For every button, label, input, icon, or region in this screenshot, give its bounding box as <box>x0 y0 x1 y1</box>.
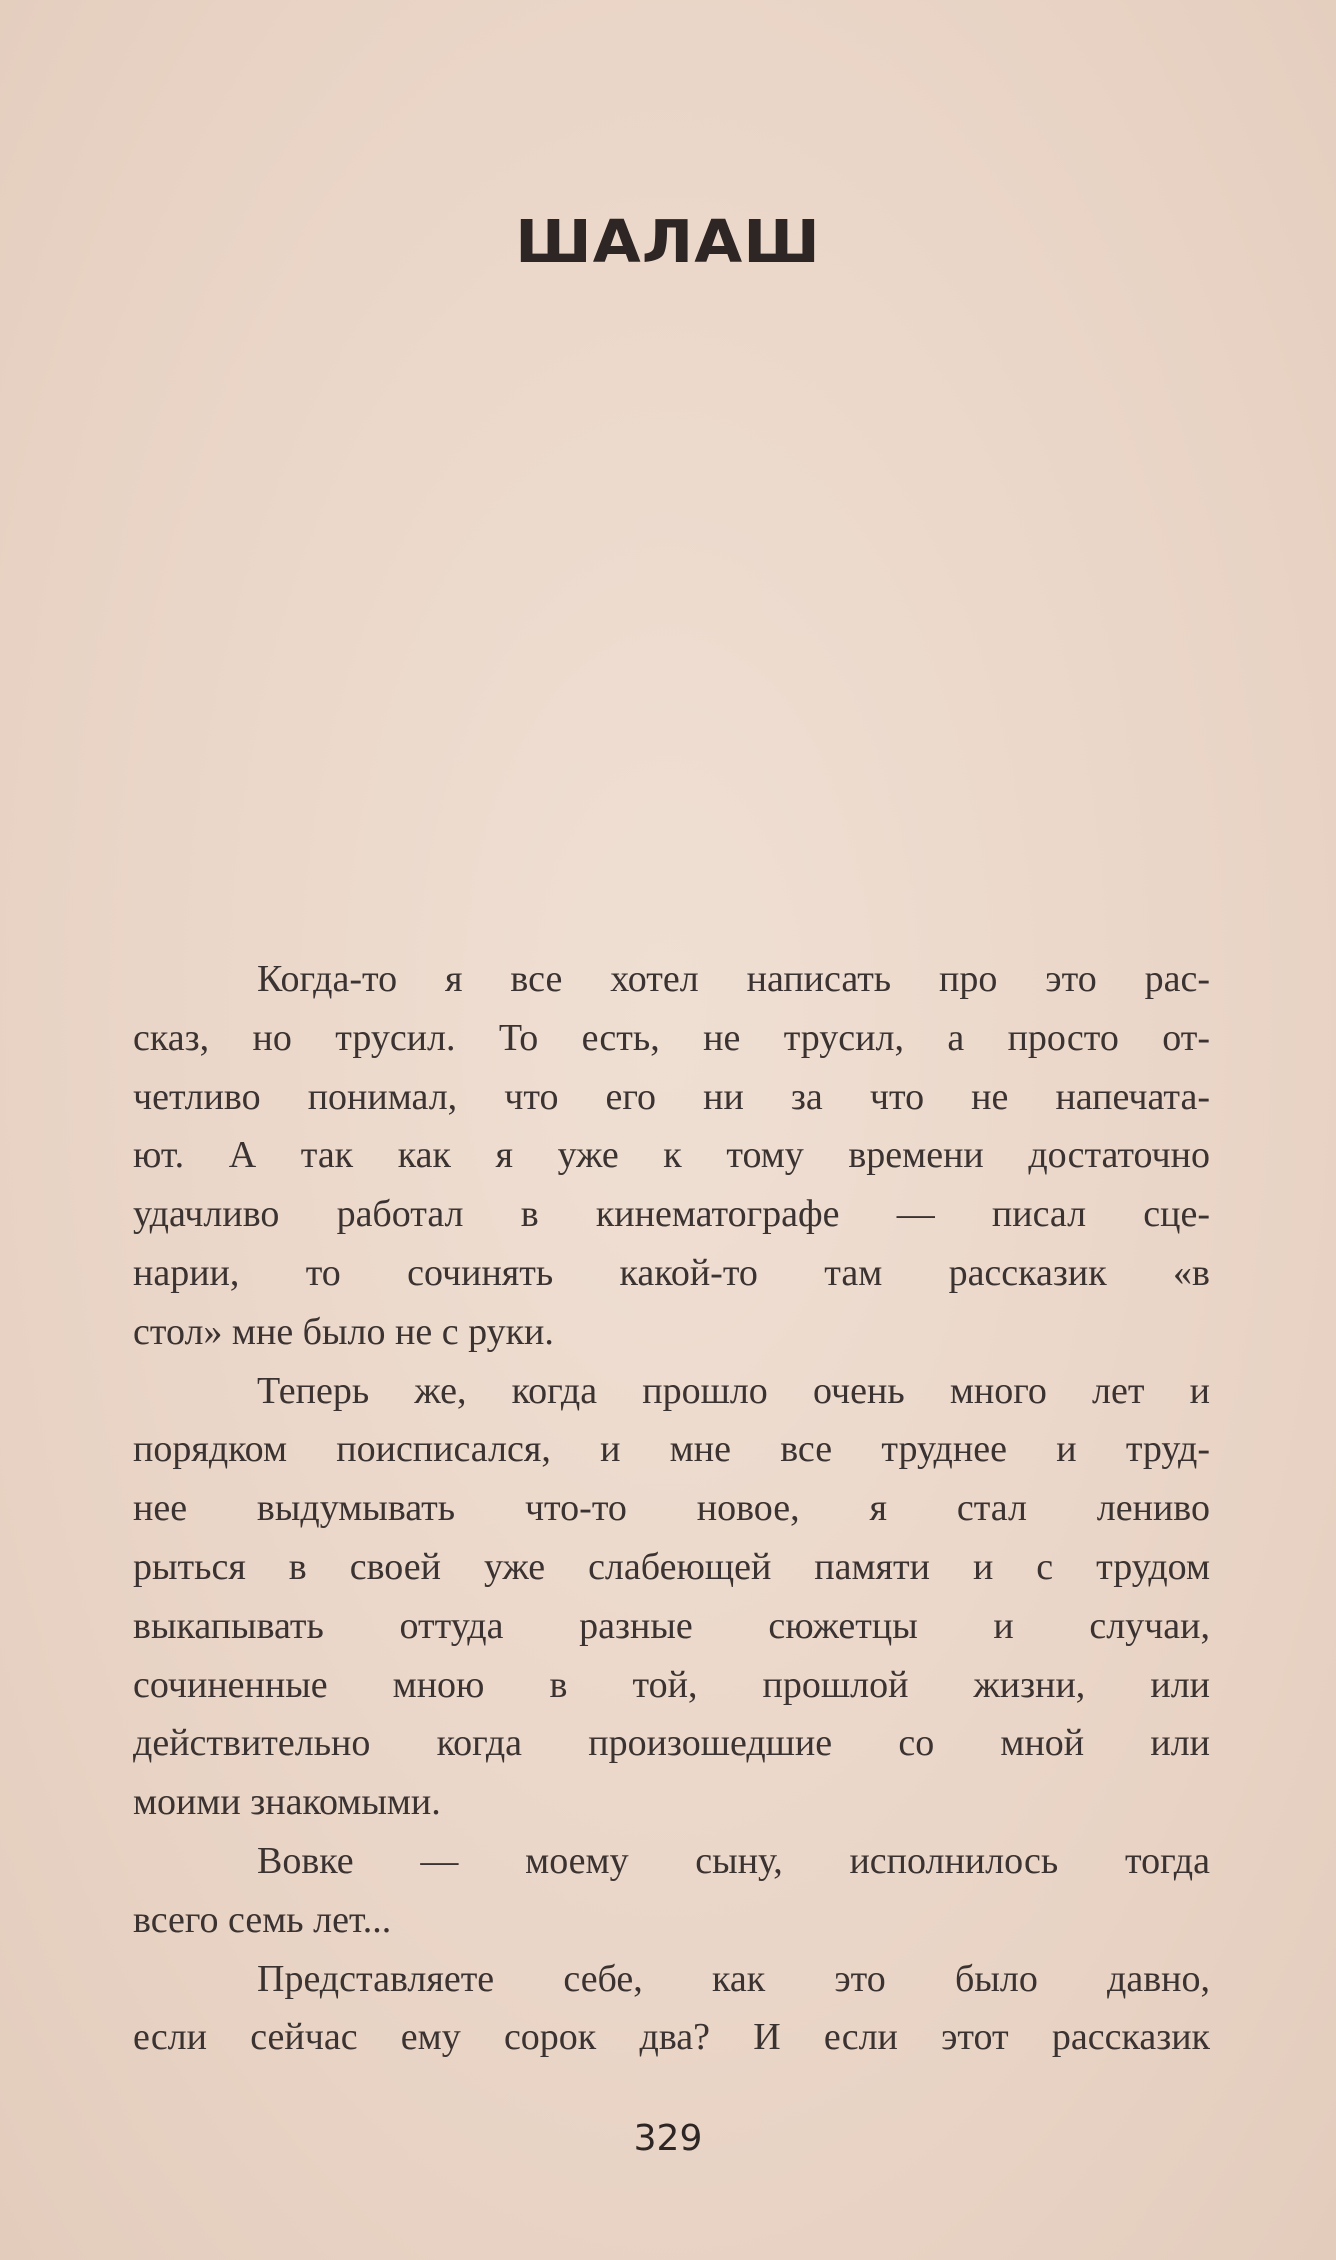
text-line: если сейчас ему сорок два? И если этот рассказик <box>133 2016 1210 2059</box>
body-text <box>133 950 1210 2067</box>
text-line: Представляете себе, как это было давно, <box>257 1957 1210 2000</box>
text-line: порядком поисписался, и мне все труднее и труд- <box>133 1428 1210 1471</box>
text-line: удачливо работал в кинематографе — писал сце- <box>133 1193 1210 1236</box>
chapter-title: ШАЛАШ <box>515 206 821 277</box>
text-line: стол» мне было не с руки. <box>133 1310 554 1353</box>
text-line: Когда-то я все хотел написать про это рас- <box>257 958 1210 1000</box>
text-line: четливо понимал, что его ни за что не напечата- <box>133 1075 1210 1118</box>
text-line: моими знакомыми. <box>133 1781 441 1824</box>
text-line: нее выдумывать что-то новое, я стал лениво <box>133 1487 1210 1530</box>
text-line: действительно когда произошедшие со мной или <box>133 1722 1210 1765</box>
text-line: сказ, но трусил. То есть, не трусил, а просто от- <box>133 1016 1210 1059</box>
text-line: выкапывать оттуда разные сюжетцы и случаи, <box>133 1604 1210 1647</box>
text-line: всего семь лет... <box>133 1898 392 1941</box>
text-line: сочиненные мною в той, прошлой жизни, или <box>133 1663 1210 1706</box>
text-line: Теперь же, когда прошло очень много лет и <box>257 1369 1210 1412</box>
text-line: рыться в своей уже слабеющей памяти и с трудом <box>133 1545 1210 1588</box>
text-line: нарии, то сочинять какой-то там рассказик «в <box>133 1251 1210 1294</box>
text-line: Вовке — моему сыну, исполнилось тогда <box>257 1839 1210 1882</box>
page-number: 329 <box>633 2118 703 2159</box>
text-line: ют. А так как я уже к тому времени достаточно <box>133 1134 1210 1177</box>
